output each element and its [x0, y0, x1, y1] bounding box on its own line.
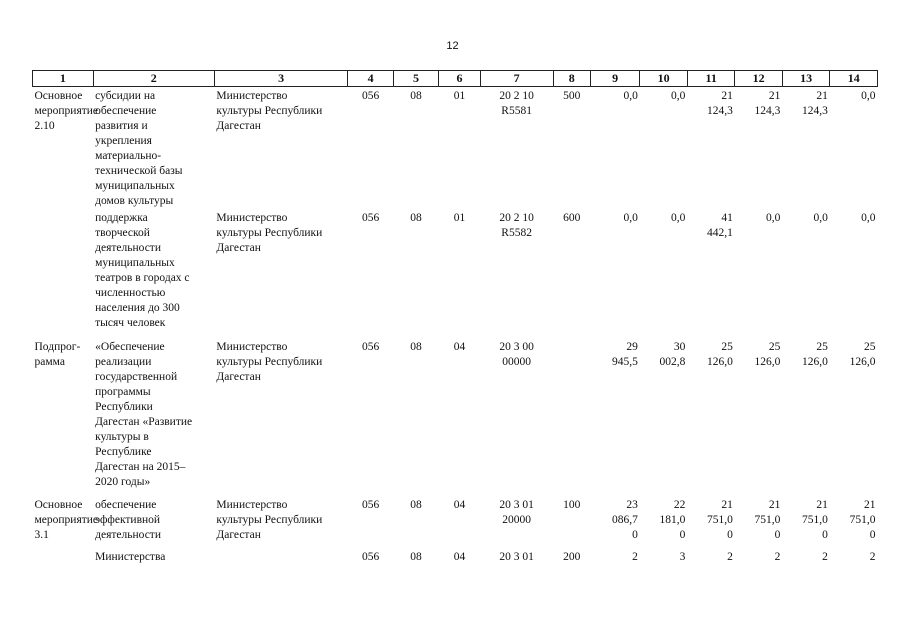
column-header: 2 [93, 71, 214, 87]
cell-code: 04 [453, 551, 466, 563]
cell-code: 04 [453, 499, 466, 511]
cell-executor: Министерство культуры Республики Дагестан [216, 90, 323, 132]
cell-amount: 21 751,0 0 [707, 499, 733, 541]
cell-description: субсидии на обеспечение развития и укрепления материально- технической базы муниципальных домов культуры [95, 90, 183, 207]
cell-code: 056 [361, 551, 380, 563]
cell-code: 08 [410, 499, 422, 511]
cell-amount: 0,0 [813, 212, 828, 224]
cell-amount: 2 [869, 551, 876, 563]
cell-program: Основное мероприятие 2.10 [34, 90, 99, 132]
cell-amount: 30 002,8 [659, 341, 686, 368]
cell-code: 08 [410, 90, 422, 102]
cell-executor: Министерство культуры Республики Дагестан [216, 341, 323, 383]
cell-amount: 21 751,0 0 [802, 499, 828, 541]
cell-amount: 21 751,0 0 [849, 499, 876, 541]
cell-executor [214, 550, 347, 566]
cell-amount: 0,0 [623, 90, 638, 102]
cell-code: 08 [410, 551, 422, 563]
column-header: 10 [640, 71, 688, 87]
cell-amount: 25 126,0 [707, 341, 733, 368]
table-row [33, 87, 878, 210]
cell-amount: 3 [679, 551, 686, 563]
cell-program: Основное мероприятие 3.1 [34, 499, 99, 541]
column-header: 6 [439, 71, 480, 87]
column-header: 7 [480, 71, 553, 87]
column-header: 1 [33, 71, 94, 87]
cell-code: 08 [410, 341, 422, 353]
table-row [33, 550, 878, 566]
cell-amount: 21 124,3 [802, 90, 828, 117]
column-header: 8 [553, 71, 590, 87]
cell-amount: 2 [632, 551, 638, 563]
page-number: 12 [446, 40, 459, 52]
cell-expense-type: 100 [563, 499, 581, 511]
cell-amount: 25 126,0 [754, 341, 781, 368]
cell-code: 056 [361, 499, 380, 511]
column-header: 4 [348, 71, 393, 87]
column-header: 5 [393, 71, 438, 87]
cell-description: «Обеспечение реализации государственной программы Республики Дагестан «Развитие культуры в Республике Дагестан на 2015– 2020 годы» [95, 341, 193, 488]
cell-amount: 23 086,7 0 [612, 499, 638, 541]
cell-program [33, 209, 94, 338]
cell-amount: 21 124,3 [754, 90, 781, 117]
cell-amount: 21 751,0 0 [754, 499, 781, 541]
cell-amount: 0,0 [671, 90, 686, 102]
cell-amount: 21 124,3 [707, 90, 733, 117]
cell-program: Подпрог- рамма [34, 341, 81, 368]
cell-target-code: 20 3 01 20000 [499, 499, 534, 526]
table-row [33, 496, 878, 550]
cell-code: 08 [410, 212, 422, 224]
column-header: 3 [214, 71, 347, 87]
cell-amount: 41 442,1 [707, 212, 733, 239]
cell-amount: 25 126,0 [849, 341, 876, 368]
cell-code: 056 [361, 212, 380, 224]
cell-expense-type: 500 [563, 90, 581, 102]
column-header: 13 [782, 71, 830, 87]
cell-amount: 0,0 [623, 212, 638, 224]
cell-code: 056 [361, 90, 380, 102]
cell-code: 056 [361, 341, 380, 353]
cell-amount: 0,0 [861, 90, 876, 102]
cell-amount: 0,0 [766, 212, 781, 224]
cell-target-code: 20 2 10 R5582 [499, 212, 534, 239]
cell-target-code: 20 3 00 00000 [499, 341, 534, 368]
budget-table [32, 70, 878, 566]
cell-amount: 29 945,5 [612, 341, 638, 368]
cell-expense-type [553, 338, 590, 496]
cell-description: поддержка творческой деятельности муниципальных театров в городах с численностью населения до 300 тысяч человек [95, 212, 190, 329]
cell-amount: 0,0 [671, 212, 686, 224]
cell-amount: 25 126,0 [802, 341, 828, 368]
column-header: 12 [735, 71, 783, 87]
table-row [33, 338, 878, 496]
column-header: 14 [830, 71, 878, 87]
cell-target-code: 20 3 01 [499, 551, 534, 563]
cell-executor: Министерство культуры Республики Дагестан [216, 499, 323, 541]
header-row [33, 71, 878, 87]
cell-executor: Министерство культуры Республики Дагестан [216, 212, 323, 254]
cell-expense-type: 200 [563, 551, 581, 563]
cell-amount: 2 [822, 551, 828, 563]
cell-amount: 0,0 [861, 212, 876, 224]
column-header: 9 [590, 71, 640, 87]
column-header: 11 [687, 71, 735, 87]
table-row [33, 209, 878, 338]
cell-target-code: 20 2 10 R5581 [499, 90, 534, 117]
cell-description: обеспечение эффективной деятельности [95, 499, 161, 541]
cell-description: Министерства [95, 551, 166, 563]
cell-amount: 22 181,0 0 [659, 499, 686, 541]
cell-amount: 2 [727, 551, 733, 563]
cell-amount: 2 [774, 551, 781, 563]
cell-code: 04 [453, 341, 466, 353]
cell-expense-type: 600 [563, 212, 581, 224]
cell-program [33, 550, 94, 566]
cell-code: 01 [453, 90, 466, 102]
cell-code: 01 [453, 212, 466, 224]
